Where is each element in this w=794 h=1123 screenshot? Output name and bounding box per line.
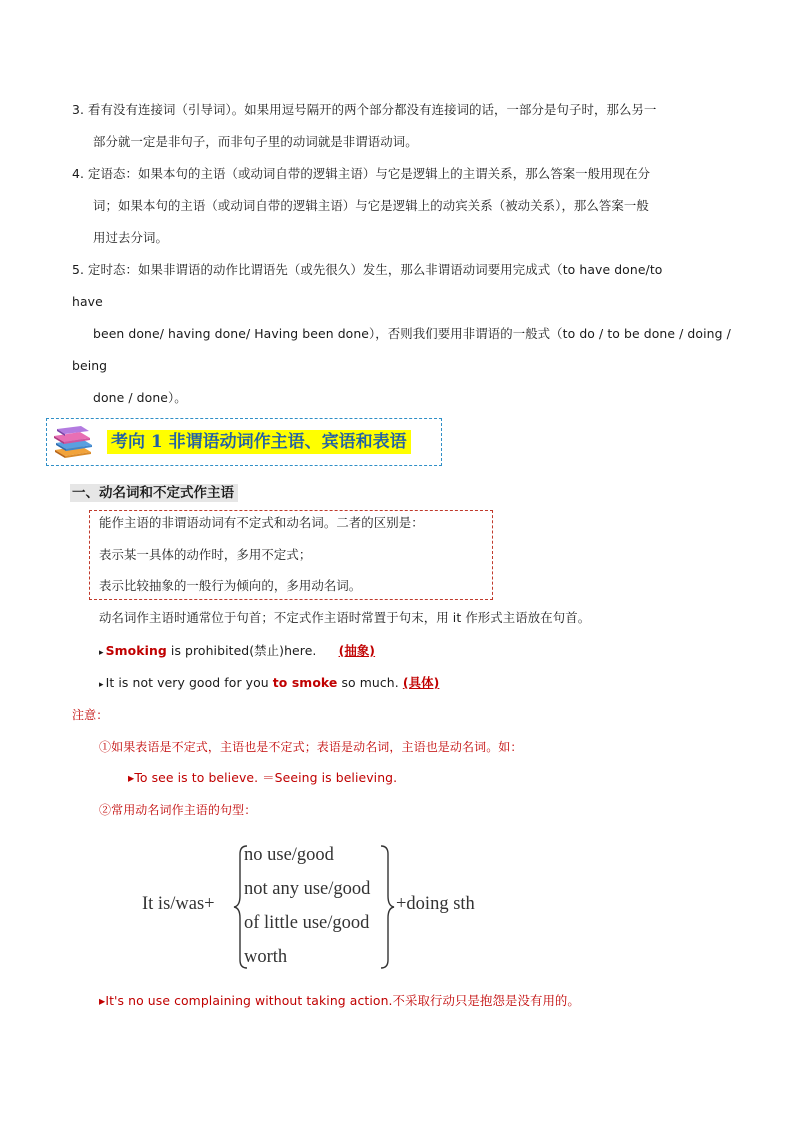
rule-5-line-3: been done/ having done/ Having been done），否则我们要用非谓语的一般式（to do / to be done / doing / [93,326,731,341]
section-heading-title: 考向 1 非谓语动词作主语、宾语和表语 [107,430,411,454]
rule-3-line-1: 3. 看有没有连接词（引导词）。如果用逗号隔开的两个部分都没有连接词的话，一部分是句子时，那么另一 [72,102,657,117]
example-2-post: so much. [337,675,403,690]
notice-item-1: ①如果表语是不定式，主语也是不定式；表语是动名词，主语也是动名词。如： [99,740,523,754]
section-heading-box [46,418,442,466]
rule-5-line-5: done / done）。 [93,390,187,405]
rule-5-line-2: have [72,294,103,309]
example-2-keyword: to smoke [272,675,338,690]
box-line-1: 能作主语的非谓语动词有不定式和动名词。二者的区别是： [99,515,424,530]
box-line-2: 表示某一具体的动作时，多用不定式； [99,547,312,562]
example-1-tag: (抽象) [338,643,376,658]
formula-tail: +doing sth [396,894,475,914]
notice-item-1-example: ▸To see is to believe. ＝Seeing is believing. [128,770,398,785]
rule-4-line-2: 词；如果本句的主语（或动词自带的逻辑主语）与它是逻辑上的动宾关系（被动关系），那么答案一般 [93,198,649,213]
books-icon [51,425,95,459]
bullet-icon: ▸ [99,680,104,690]
rule-5-line-1: 5. 定时态：如果非谓语的动作比谓语先（或先很久）发生，那么非谓语动词要用完成式（to have done/to [72,262,663,277]
example-2-pre: It is not very good for you [105,675,273,690]
notice-label: 注意： [72,708,109,722]
example-2 [99,675,439,693]
formula-option-1: no use/good [244,845,334,865]
position-note: 动名词作主语时通常位于句首；不定式作主语时常置于句末，用 it 作形式主语放在句首。 [99,610,591,625]
example-1 [99,643,375,661]
formula-option-4: worth [244,947,288,967]
example-1-rest: is prohibited(禁止)here. [166,643,317,658]
example-2-tag: (具体) [402,675,440,690]
formula-option-2: not any use/good [244,879,371,899]
formula-lead: It is/was+ [142,894,215,914]
rule-4-line-3: 用过去分词。 [93,230,168,245]
rule-3-line-2: 部分就一定是非句子，而非句子里的动词就是非谓语动词。 [93,134,418,149]
example-1-keyword: Smoking [105,643,167,658]
rule-4-line-1: 4. 定语态：如果本句的主语（或动词自带的逻辑主语）与它是逻辑上的主谓关系，那么答案一般用现在分 [72,166,651,181]
right-brace-icon [378,844,396,970]
final-example: ▸It's no use complaining without taking action.不采取行动只是抱怨是没有用的。 [99,993,580,1008]
rule-5-line-4: being [72,358,108,373]
bullet-icon: ▸ [99,648,104,658]
formula-option-3: of little use/good [244,913,370,933]
box-line-3: 表示比较抽象的一般行为倾向的，多用动名词。 [99,578,362,593]
notice-item-2: ②常用动名词作主语的句型： [99,803,257,817]
subsection-title: 一、动名词和不定式作主语 [70,484,238,502]
